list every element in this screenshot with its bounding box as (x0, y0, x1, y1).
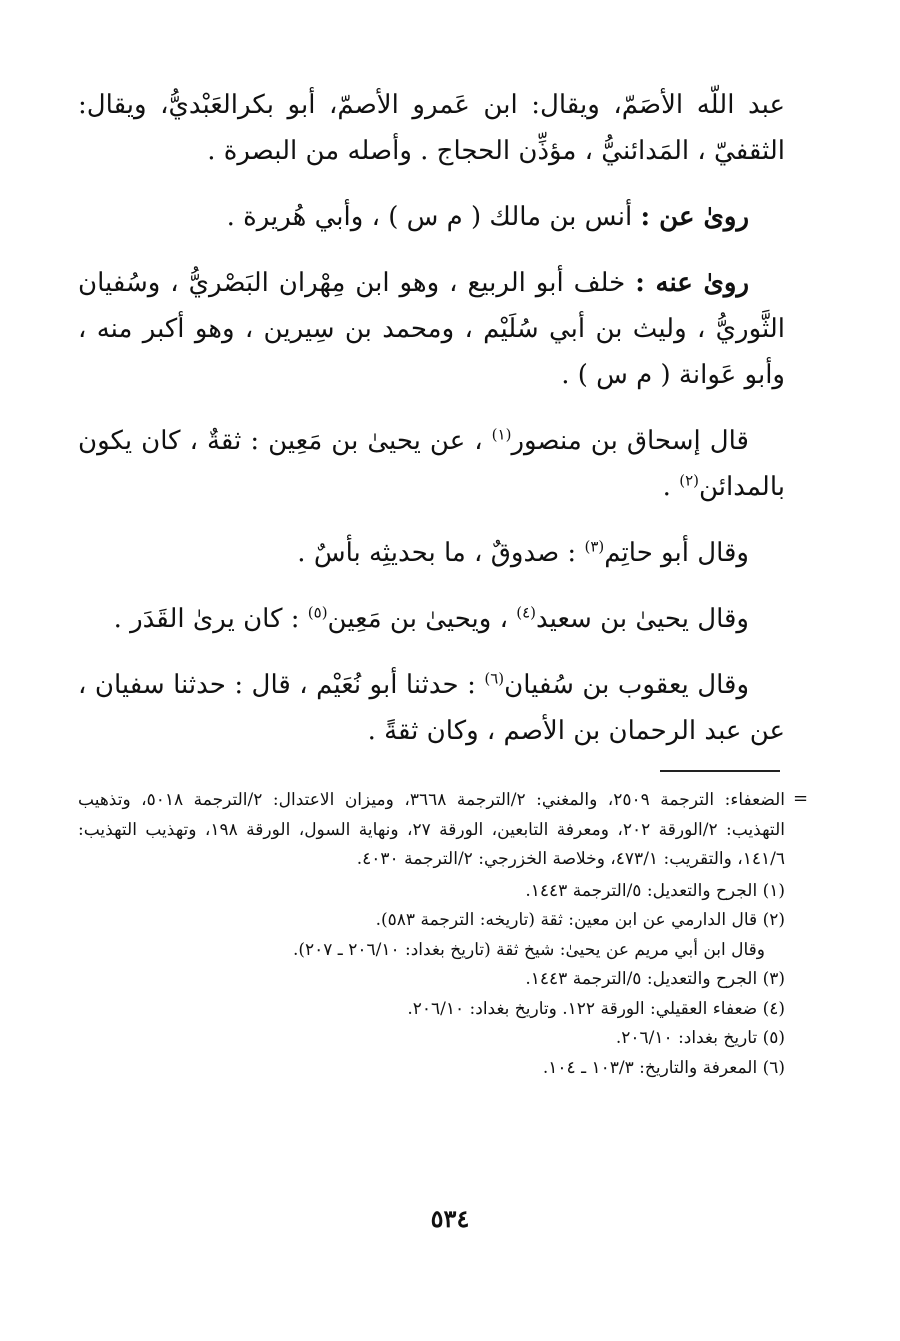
footnote-6: (٦) المعرفة والتاريخ: ١٠٣/٣ ـ ١٠٤. (542, 1057, 785, 1078)
footnote-ref-1: (١) (491, 425, 512, 444)
paragraph-ishaq: قال إسحاق بن منصور$^{(١)}$ ، عن يحيىٰ بن مَعِين : ثقةٌ ، كان يكون بالمدائن$^{(٢)}$ . (78, 425, 785, 502)
paragraph-yaqub: وقال يعقوب بن سُفيان$^{(٦)}$ : حدثنا أبو نُعَيْم ، قال : حدثنا سفيان ، عن عبد الرحمان بن الأصم ، وكان ثقةً . (78, 669, 785, 746)
paragraph-name: عبد اللّه الأصَمّ، ويقال: ابن عَمرو الأصمّ، أبو بكرالعَبْديُّ، ويقال: الثقفيّ ، المَدائنيُّ ، مؤذِّن الحجاج . وأصله من البصرة . (78, 90, 785, 166)
footnote-ref-3: (٣) (584, 537, 605, 556)
paragraph-yahya: وقال يحيىٰ بن سعيد$^{(٤)}$ ، ويحيىٰ بن مَعِين$^{(٥)}$ : كان يرىٰ القَدَر . (113, 603, 749, 634)
paragraph-narrated-from: روىٰ عن : أنس بن مالك ( م س ) ، وأبي هُريرة . (226, 202, 749, 232)
page-number: ٥٣٤ (430, 1204, 470, 1233)
footnote-2: (٢) قال الدارمي عن ابن معين: ثقة (تاريخه: الترجمة ٥٨٣). (375, 910, 785, 930)
footnotes (78, 786, 785, 1083)
footnote-ref-6: (٦) (484, 669, 505, 688)
continuation-mark: = (793, 788, 809, 809)
footnote-ref-4: (٤) (516, 603, 537, 622)
main-text (78, 82, 785, 774)
footnote-2-continued: وقال ابن أبي مريم عن يحيىٰ: شيخ ثقة (تاريخ بغداد: ٢٠٦/١٠ ـ ٢٠٧). (292, 939, 765, 960)
paragraph-narrated-by: روىٰ عنه : خلف أبو الربيع ، وهو ابن مِهْران البَصْريُّ ، وسُفيان الثَّوريُّ ، وليث بن أبي سُلَيْم ، ومحمد بن سِيرين ، وهو أكبر منه ، وأبو عَوانة ( م س ) . (78, 268, 785, 390)
footnote-4: (٤) ضعفاء العقيلي: الورقة ١٢٢. وتاريخ بغداد: ٢٠٦/١٠. (407, 998, 785, 1019)
footnote-separator (660, 770, 780, 772)
footnote-3: (٣) الجرح والتعديل: ٥/الترجمة ١٤٤٣. (525, 969, 785, 989)
footnote-5: (٥) تاريخ بغداد: ٢٠٦/١٠. (615, 1028, 785, 1048)
paragraph-abu-hatim: وقال أبو حاتِم$^{(٣)}$ : صدوقٌ ، ما بحديثِه بأسٌ . (297, 537, 749, 568)
footnote-ref-5: (٥) (307, 603, 328, 622)
footnote-ref-2: (٢) (679, 471, 699, 490)
footnote-continuation: الضعفاء: الترجمة ٢٥٠٩، والمغني: ٢/الترجمة ٣٦٦٨، وميزان الاعتدال: ٢/الترجمة ٥٠١٨، وتذهيب التهذيب: ٢/الورقة ٢٠٢، ومعرفة التابعين، الورقة ٢٧، ونهاية السول، الورقة ١٩٨، وتهذيب التهذيب: ١٤١/٦، والتقريب: ٤٧٣/١، وخلاصة الخزرجي: ٢/الترجمة ٤٠٣٠. (78, 790, 785, 869)
footnote-1: (١) الجرح والتعديل: ٥/الترجمة ١٤٤٣. (525, 880, 785, 901)
